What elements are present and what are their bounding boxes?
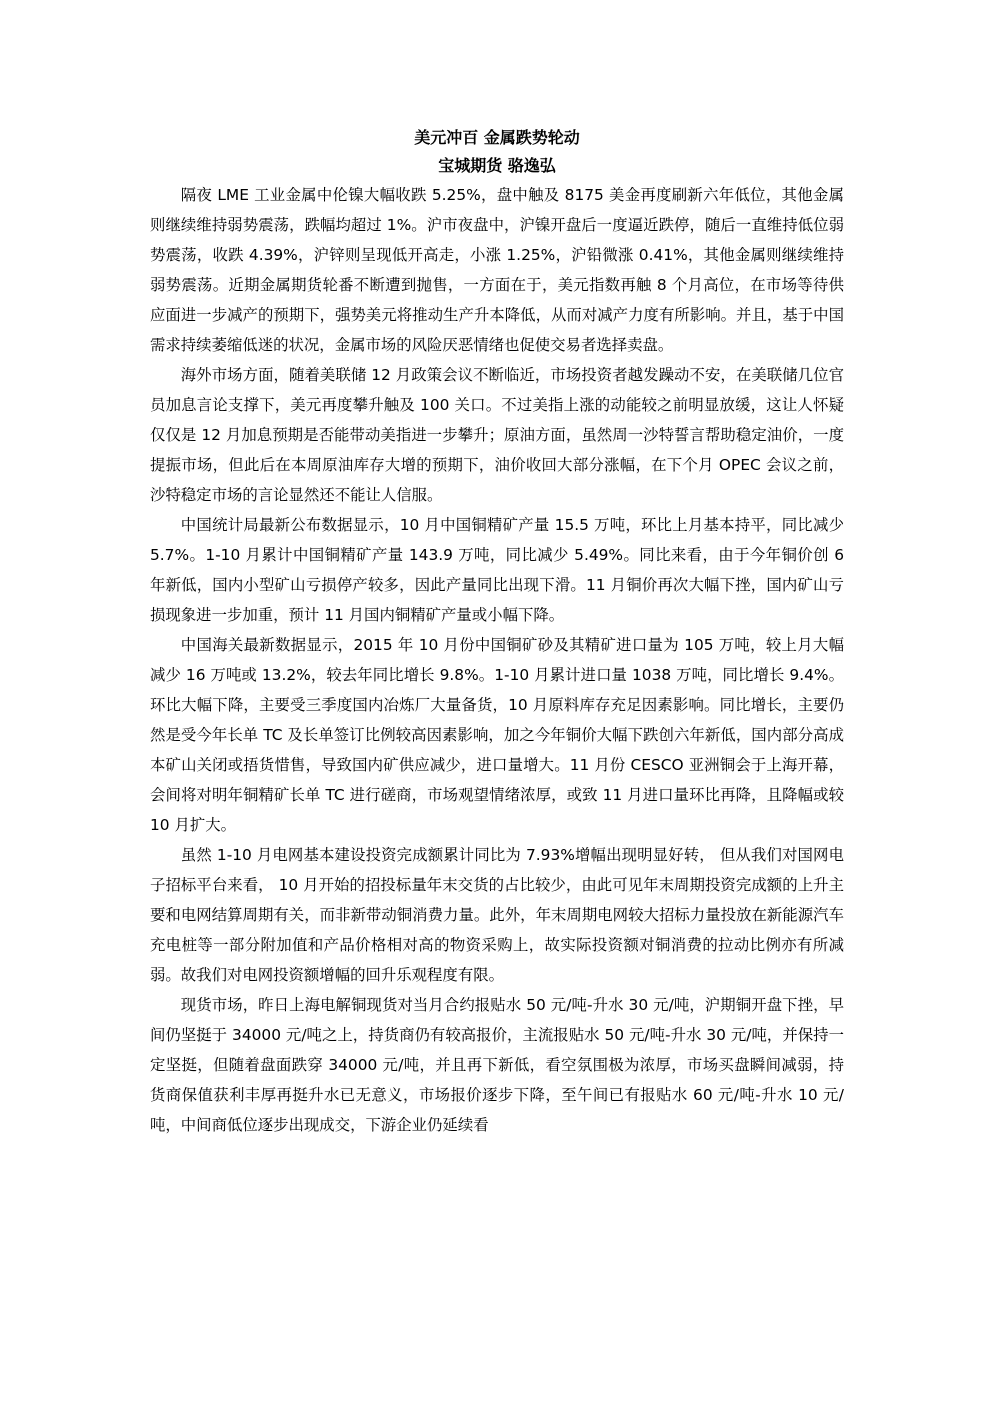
article-byline: 宝城期货 骆逸弘 [438,156,556,175]
paragraph-3: 中国统计局最新公布数据显示，10 月中国铜精矿产量 15.5 万吨，环比上月基本持平，同比减少 5.7%。1-10 月累计中国铜精矿产量 143.9 万吨，同比减少 5.49%。同比来看，由于今年铜价创 6 年新低，国内小型矿山亏损停产较多，因此产量同比出现下滑。11 月铜价再次大幅下挫，国内矿山亏损现象进一步加重，预计 11 月国内铜精矿产量或小幅下降。 [150,516,844,624]
paragraph-5: 虽然 1-10 月电网基本建设投资完成额累计同比为 7.93%增幅出现明显好转， 但从我们对国网电子招标平台来看， 10 月开始的招投标量年末交货的占比较少，由此可见年末周期投资完成额的上升主要和电网结算周期有关，而非新带动铜消费力量。此外，年末周期电网较大招标力量投放在新能源汽车充电桩等一部分附加值和产品价格相对高的物资采购上，故实际投资额对铜消费的拉动比例亦有所减弱。故我们对电网投资额增幅的回升乐观程度有限。 [150,846,844,984]
article-title: 美元冲百 金属跌势轮动 [414,128,580,147]
paragraph-2: 海外市场方面，随着美联储 12 月政策会议不断临近，市场投资者越发躁动不安，在美联储几位官员加息言论支撑下，美元再度攀升触及 100 关口。不过美指上涨的动能较之前明显放缓，这让人怀疑仅仅是 12 月加息预期是否能带动美指进一步攀升；原油方面，虽然周一沙特誓言帮助稳定油价，一度提振市场，但此后在本周原油库存大增的预期下，油价收回大部分涨幅，在下个月 OPEC 会议之前，沙特稳定市场的言论显然还不能让人信服。 [150,366,844,504]
paragraph-4: 中国海关最新数据显示，2015 年 10 月份中国铜矿砂及其精矿进口量为 105 万吨，较上月大幅减少 16 万吨或 13.2%，较去年同比增长 9.8%。1-10 月累计进口量 1038 万吨，同比增长 9.4%。环比大幅下降，主要受三季度国内冶炼厂大量备货，10 月原料库存充足因素影响。同比增长，主要仍然是受今年长单 TC 及长单签订比例较高因素影响，加之今年铜价大幅下跌创六年新低，国内部分高成本矿山关闭或捂货惜售，导致国内矿供应减少，进口量增大。11 月份 CESCO 亚洲铜会于上海开幕，会间将对明年铜精矿长单 TC 进行磋商，市场观望情绪浓厚，或致 11 月进口量环比再降，且降幅或较 10 月扩大。 [150,636,844,834]
paragraph-1: 隔夜 LME 工业金属中伦镍大幅收跌 5.25%，盘中触及 8175 美金再度刷新六年低位，其他金属则继续维持弱势震荡，跌幅均超过 1%。沪市夜盘中，沪镍开盘后一度逼近跌停，随后一直维持低位弱势震荡，收跌 4.39%，沪锌则呈现低开高走，小涨 1.25%，沪铅微涨 0.41%，其他金属则继续维持弱势震荡。近期金属期货轮番不断遭到抛售，一方面在于，美元指数再触 8 个月高位，在市场等待供应面进一步减产的预期下，强势美元将推动生产升本降低，从而对减产力度有所影响。并且，基于中国需求持续萎缩低迷的状况，金属市场的风险厌恶情绪也促使交易者选择卖盘。 [150,186,844,354]
article [150,124,844,1140]
paragraph-6: 现货市场，昨日上海电解铜现货对当月合约报贴水 50 元/吨-升水 30 元/吨，沪期铜开盘下挫，早间仍坚挺于 34000 元/吨之上，持货商仍有较高报价，主流报贴水 50 元/吨-升水 30 元/吨，并保持一定坚挺，但随着盘面跌穿 34000 元/吨，并且再下新低，看空氛围极为浓厚，市场买盘瞬间减弱，持货商保值获利丰厚再挺升水已无意义，市场报价逐步下降，至午间已有报贴水 60 元/吨-升水 10 元/吨，中间商低位逐步出现成交，下游企业仍延续看 [150,996,844,1134]
